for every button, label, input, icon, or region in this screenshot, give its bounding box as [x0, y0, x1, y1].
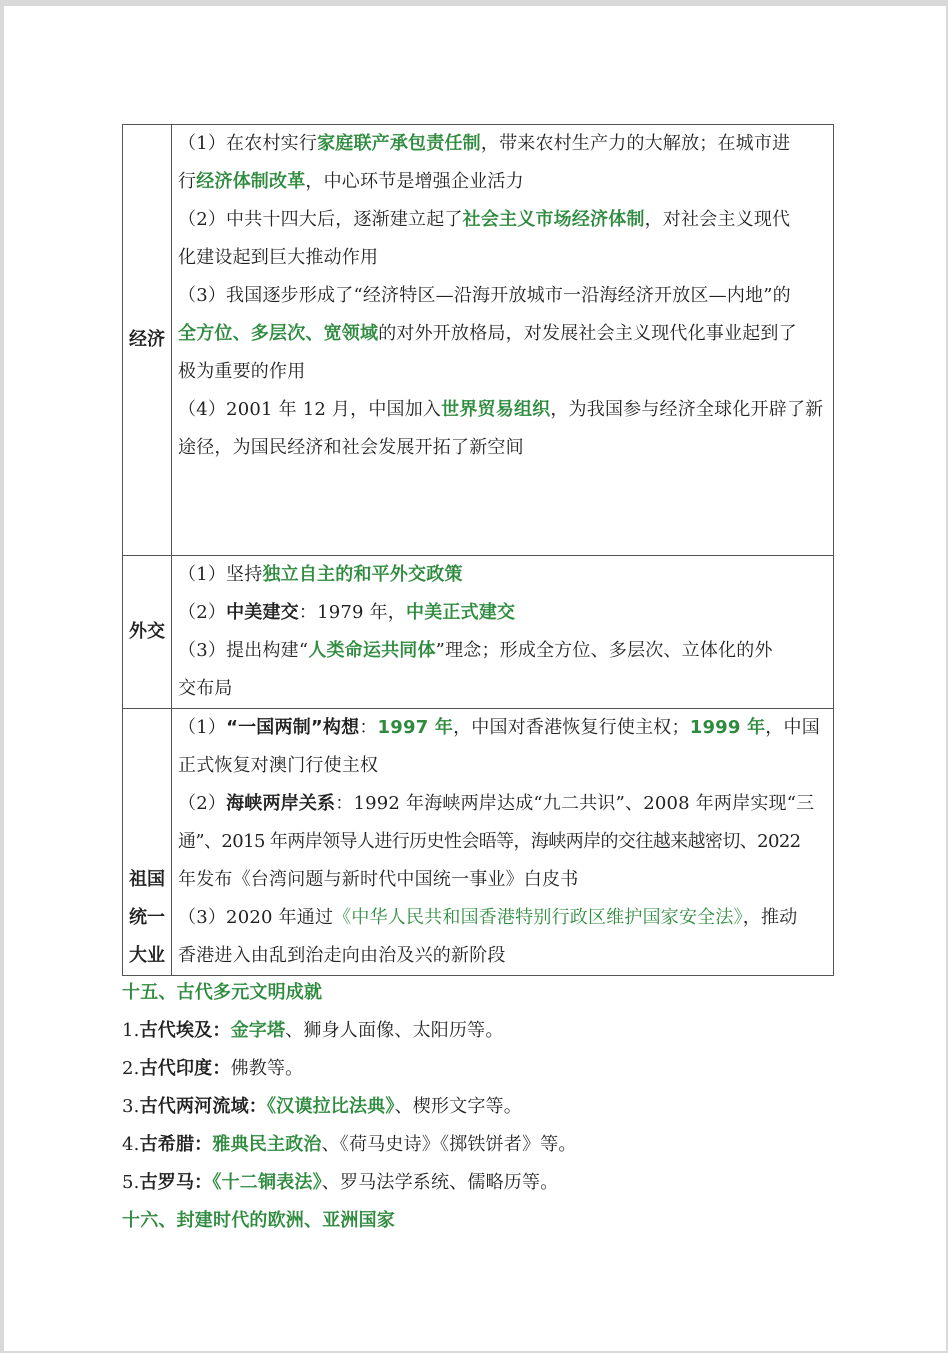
text: ，带来农村生产力的大解放；在城市进 [480, 133, 791, 154]
item-text: 佛教等。 [230, 1058, 304, 1079]
highlight-term: 1999 年 [689, 717, 766, 738]
text: ，中国对香港恢复行使主权； [453, 717, 690, 738]
highlight-term: 人类命运共同体 [308, 640, 436, 661]
text: 行 [178, 171, 197, 192]
text: ，为我国参与经济全球化开辟了新 [550, 399, 824, 420]
item-text: 、《荷马史诗》《掷铁饼者》等。 [321, 1134, 577, 1155]
text: （3）2020 年通过 [178, 907, 334, 928]
row-label-diplomacy: 外交 [123, 556, 172, 709]
row-label-unification [123, 709, 172, 976]
item-text: 、狮身人面像、太阳历等。 [285, 1020, 504, 1041]
item-text: 、楔形文字等。 [394, 1096, 522, 1117]
section15-item-2 [122, 1050, 842, 1088]
item-text: 、罗马法学系统、儒略历等。 [321, 1172, 559, 1193]
document-page [4, 6, 946, 1351]
text: 的对外开放格局，对发展社会主义现代化事业起到了 [378, 323, 797, 344]
item-number: 2. [122, 1058, 140, 1079]
item-label: 古代印度： [139, 1058, 231, 1079]
highlight-term: 独立自主的和平外交政策 [262, 564, 463, 585]
diplomacy-p3-line1 [178, 632, 829, 670]
unification-p3-line2: 香港进入由乱到治走向由治及兴的新阶段 [178, 945, 506, 966]
text: （4）2001 年 12 月，中国加入 [178, 399, 442, 420]
text: ：1979 年， [298, 602, 407, 623]
unification-p2-line2: 通”、2015 年两岸领导人进行历史性会晤等，海峡两岸的交往越来越密切、2022 [178, 831, 801, 852]
economy-p2-line1 [178, 201, 829, 239]
economy-p3-line2 [178, 315, 829, 353]
section16-heading: 十六、封建时代的欧洲、亚洲国家 [122, 1210, 395, 1231]
highlight-term: 家庭联产承包责任制 [317, 133, 481, 154]
highlight-term: 全方位、多层次、宽领域 [178, 323, 379, 344]
highlight-term: 《中华人民共和国香港特别行政区维护国家安全法》 [333, 907, 743, 928]
bold-term: 海峡两岸关系 [226, 793, 336, 814]
achievements-table [122, 124, 834, 976]
text: （1）在农村实行 [178, 133, 318, 154]
text: ，中国 [765, 717, 820, 738]
diplomacy-p2 [178, 594, 829, 632]
highlight-term: 世界贸易组织 [441, 399, 551, 420]
row-content-unification [172, 709, 834, 976]
economy-p3-line3: 极为重要的作用 [178, 361, 306, 382]
text: ，对社会主义现代 [644, 209, 791, 230]
label-line: 统一 [129, 907, 165, 928]
item-number: 1. [122, 1020, 140, 1041]
item-label: 古罗马： [139, 1172, 213, 1193]
bold-term: “一国两制”构想 [226, 717, 360, 738]
economy-p1-line1 [178, 125, 829, 163]
table-row-unification [123, 709, 834, 976]
unification-p2-line3: 年发布《台湾问题与新时代中国统一事业》白皮书 [178, 869, 579, 890]
table-row-diplomacy [123, 556, 834, 709]
economy-p4-line2: 途径，为国民经济和社会发展开拓了新空间 [178, 437, 524, 458]
text: （1）坚持 [178, 564, 263, 585]
item-number: 5. [122, 1172, 140, 1193]
highlight-term: 中美正式建交 [406, 602, 516, 623]
highlight-term: 经济体制改革 [196, 171, 306, 192]
diplomacy-p1 [178, 556, 829, 594]
text: （2）中共十四大后，逐渐建立起了 [178, 209, 463, 230]
highlight-term: 雅典民主政治 [212, 1134, 322, 1155]
section15-item-1 [122, 1012, 842, 1050]
label-line: 大业 [129, 945, 165, 966]
economy-p2-line2: 化建设起到巨大推动作用 [178, 247, 379, 268]
text: （2） [178, 602, 227, 623]
section15-item-4 [122, 1126, 842, 1164]
text: （3）提出构建“ [178, 640, 309, 661]
unification-p1-line2: 正式恢复对澳门行使主权 [178, 755, 379, 776]
unification-p2-line1 [178, 785, 829, 823]
row-content-economy [172, 125, 834, 556]
diplomacy-p3-line2: 交布局 [178, 678, 233, 699]
item-number: 4. [122, 1134, 140, 1155]
item-label: 古希腊： [139, 1134, 213, 1155]
text: ，中心环节是增强企业活力 [305, 171, 524, 192]
text: （2） [178, 793, 227, 814]
section15-item-3 [122, 1088, 842, 1126]
bold-term: 中美建交 [226, 602, 299, 623]
unification-p1-line1 [178, 709, 829, 747]
item-label: 古代埃及： [139, 1020, 231, 1041]
economy-p3-line1: （3）我国逐步形成了“经济特区—沿海开放城市一沿海经济开放区—内地”的 [178, 285, 791, 306]
section15-item-5 [122, 1164, 842, 1202]
text: ：1992 年海峡两岸达成“九二共识”、2008 年两岸实现“三 [335, 793, 815, 814]
section15-heading: 十五、古代多元文明成就 [122, 982, 323, 1003]
table-row-economy [123, 125, 834, 556]
highlight-term: 社会主义市场经济体制 [462, 209, 645, 230]
sections-below-table [122, 974, 842, 1240]
unification-p3-line1 [178, 899, 829, 937]
row-content-diplomacy [172, 556, 834, 709]
highlight-term: 《十二铜表法》 [212, 1172, 322, 1193]
label-line: 祖国 [129, 869, 165, 890]
highlight-term: 《汉谟拉比法典》 [266, 1096, 395, 1117]
item-number: 3. [122, 1096, 140, 1117]
text: ”理念；形成全方位、多层次、立体化的外 [435, 640, 773, 661]
highlight-term: 1997 年 [377, 717, 454, 738]
item-label: 古代两河流域： [139, 1096, 267, 1117]
text: ： [359, 717, 378, 738]
text: ，推动 [742, 907, 798, 928]
row-label-economy: 经济 [123, 125, 172, 556]
highlight-term: 金字塔 [230, 1020, 286, 1041]
text: （1） [178, 717, 227, 738]
economy-p1-line2 [178, 163, 829, 201]
economy-p4-line1 [178, 391, 829, 429]
